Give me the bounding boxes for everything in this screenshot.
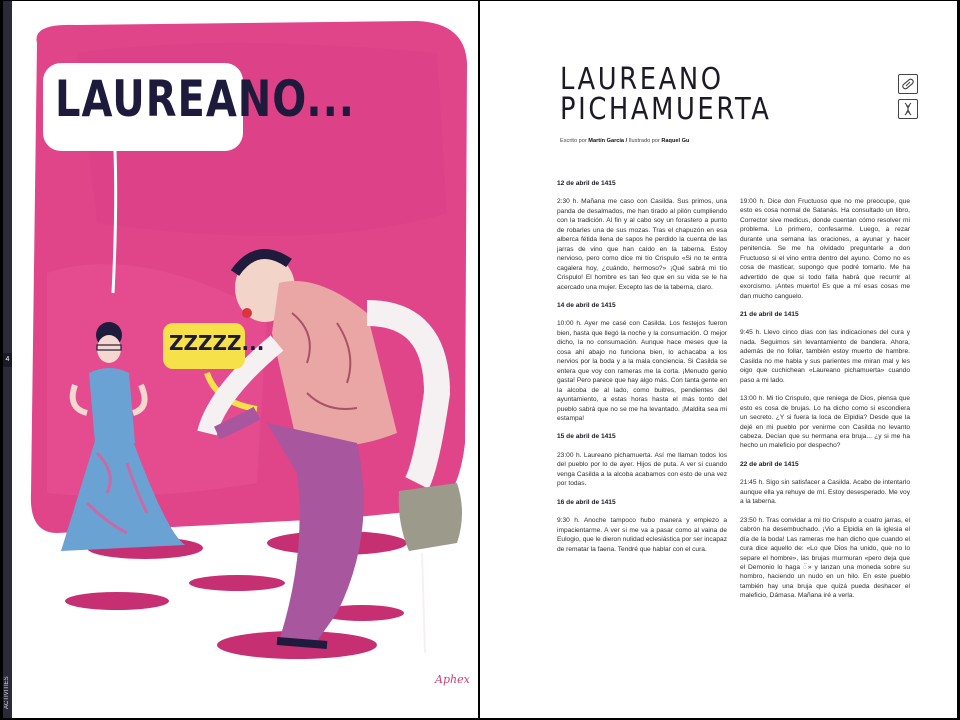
text-column-1 — [557, 179, 727, 563]
diary-entry: 21:45 h. Sigo sin satisfacer a Casilda. Acabo de intentarlo aunque ella ya rehuye de mí. Estoy desesperado. Me voy a la taberna. — [740, 479, 910, 506]
diary-entry: 13:00 h. Mi tío Crispulo, que reniega de Dios, piensa que esto es cosa de brujas. Lo ha dicho como si escondiera un secreto. ¿Y si fuera la loca de Elpidia? Desde que la dejé en mi pueblo por venirme con Casilda no levanto cabeza. Decían que su hermana era bruja... ¿y si me ha hecho un maleficio por despecho? — [740, 395, 910, 450]
diary-date: 21 de abril de 1415 — [740, 310, 799, 318]
diary-entry: 2:30 h. Mañana me caso con Casilda. Sus primos, una panda de desalmados, me han tirado al pilón cumpliendo con la tradición. Al fin y al cabo soy un forastero a punto de robarles una de sus mozas. Tras el chapuzón en esa alberca fétida llena de sapos he perdido la cuenta de las jarras de vino que han caído en la taberna. Estoy nervioso, pero como dice mi tío Crispulo «Si no te entra cagalera hoy, ¿cuándo, hermoso?» ¡Qué sabrá mi tío Crispulo! El hombre es tan feo que en su vida se le ha acercado una mujer. Excepto las de la taberna, claro. — [557, 198, 727, 291]
title-line-2: PICHAMUERTA — [560, 92, 772, 127]
credits-illustrated-label: Ilustrado por — [628, 138, 660, 144]
floor-spot — [189, 575, 285, 591]
edge-text: ACTIVITIES — [4, 676, 10, 709]
article-title — [560, 62, 806, 127]
diary-date: 15 de abril de 1415 — [557, 433, 616, 441]
diary-entry: 10:00 h. Ayer me casé con Casilda. Los festejos fueron bien, hasta que llegó la noche y la consumación. O mejor dicho, la no consumación. Aunque hace meses que la cosa ahí abajo no funciona bien, lo achacaba a los nervios por la boda y a la mala conciencia. Si Casilda se entera que voy con rameras me la corta. ¡Menudo genio gasta! Pero parece que hay algo más. Con tanta gente en la alcoba de al lado, como buitres, pendientes del ayuntamiento, a estas horas hasta el más tonto del pueblo sabrá que no se me ha levantado. ¡Maldita sea mi estampa! — [557, 320, 727, 422]
diary-entry: 9:45 h. Llevo cinco días con las indicaciones del cura y nada. Seguimos sin levantamiento de bandera. Ahora, además de no follar, también estoy muerto de hambre. Casilda no me habla y sus parientes me miran mal y les oigo que cuchichean «Laureano pichamuerta» cuando paso a mi lado. — [740, 329, 910, 384]
pill-icon — [898, 74, 918, 94]
diary-date: 22 de abril de 1415 — [740, 460, 799, 468]
diary-entry: 19:00 h. Dice don Fructuoso que no me preocupe, que esto es cosa normal de Satanás. Ha consultado un libro, Corrector sive medicus, donde cuentan cómo resolver mi problema. Lo primero, confesarme. Luego, a rezar durante una semana las oraciones, a ayunar y hacer penitencia. Se me ha olvidado preguntarle a don Fructuoso si el vino entra dentro del ayuno. Como no es cosa de masticar, supongo que podré tomarlo. Me ha advertido de que si todo falla habrá que recurrir al exorcismo. ¡Antes muerto! Es que a mí esas cosas me dan mucho canguelo. — [740, 198, 910, 300]
dna-icon — [898, 99, 918, 119]
right-page — [480, 1, 957, 718]
diary-entry: 9:30 h. Anoche tampoco hubo manera y empiezo a impacientarme. A ver si me va a pasar como al vaina de Eulogio, que le dieron nulidad eclesiástica por ser incapaz de rematar la faena. Tendré que hablar con el cura. — [557, 517, 727, 553]
diary-date: 14 de abril de 1415 — [557, 301, 616, 309]
credits-separator: / — [624, 138, 629, 144]
snore-bubble-text: ZZZZZ... — [169, 331, 265, 355]
credits-author: Martín García — [588, 138, 625, 144]
left-page — [3, 1, 478, 718]
diary-entry: 23:00 h. Laureano pichamuerta. Así me llaman todos los del pueblo por lo de ayer. Hijos de puta. A ver si cuando venga Casilda a la alcoba acabamos con esto de una vez por todas. — [557, 451, 727, 488]
title-line-1: LAUREANO — [560, 62, 724, 97]
artist-signature: Aphex — [435, 673, 470, 686]
credits-written-label: Escrito por — [560, 138, 587, 144]
floor-spot — [65, 592, 169, 610]
page-number: 4 — [3, 353, 12, 367]
diary-date: 16 de abril de 1415 — [557, 498, 616, 506]
credits — [560, 138, 689, 144]
text-column-2 — [740, 197, 910, 610]
diary-date: 12 de abril de 1415 — [557, 180, 616, 187]
credits-illustrator: Raquel Gu — [661, 138, 690, 144]
diary-entry: 23:50 h. Tras convidar a mi tío Crispulo a cuatro jarras, el cabrón ha desembuchado. ¡Vio a Elpidia en la iglesia el día de la boda! Las rameras me han dicho que cuando el cura dice aquello de: «Lo que Dios ha unido, que no lo separe el hombre», las brujas murmuran «pero deja que el Demonio lo haga ◌̈» y lanzan una moneda sobre su hombro, haciendo un nudo en un hilo. En este pueblo también hay una bruja que quizá pueda deshacer el maleficio, Dámasa. Mañana iré a verla. — [740, 516, 910, 600]
speech-bubble-text: LAUREANO... — [55, 71, 355, 129]
